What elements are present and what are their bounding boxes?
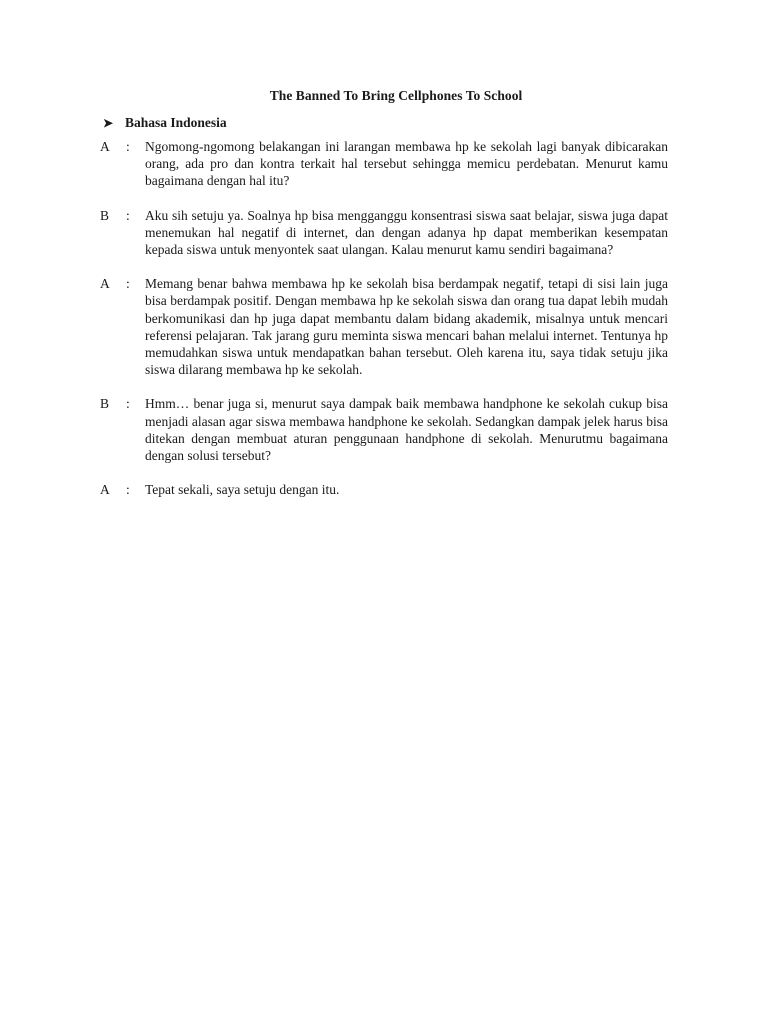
dialogue-line [100, 275, 668, 378]
dialogue-line [100, 138, 668, 190]
dialogue-text: Hmm… benar juga si, menurut saya dampak baik membawa handphone ke sekolah cukup bisa menjadi alasan agar siswa membawa handphone ke sekolah. Sedangkan dampak jelek harus bisa ditekan dengan membuat aturan penggunaan handphone di sekolah. Menurutmu bagaimana dengan solusi tersebut? [145, 396, 668, 464]
section-heading [103, 115, 227, 131]
dialogue-text: Aku sih setuju ya. Soalnya hp bisa mengganggu konsentrasi siswa saat belajar, siswa juga dapat menemukan hal negatif di internet, dan dengan adanya hp dapat memberikan kesempatan kepada siswa untuk menyontek saat ulangan. Kalau menurut kamu sendiri bagaimana? [145, 207, 668, 258]
speaker-colon: : [126, 276, 130, 292]
speaker-label: B [100, 207, 110, 223]
speaker-label: A [100, 276, 110, 292]
speaker-colon: : [126, 396, 130, 412]
document-title: The Banned To Bring Cellphones To School [269, 88, 523, 103]
dialogue-text: Tepat sekali, saya setuju dengan itu. [145, 482, 340, 498]
dialogue-list [100, 138, 668, 515]
dialogue-line [100, 395, 668, 464]
dialogue-text: Ngomong-ngomong belakangan ini larangan membawa hp ke sekolah lagi banyak dibicarakan orang, ada pro dan kontra terkait hal tersebut sehingga memicu perdebatan. Menurut kamu bagaimana dengan hal itu? [145, 139, 668, 189]
arrowhead-bullet-icon: ➤ [103, 115, 114, 130]
speaker-label: A [100, 482, 110, 498]
speaker-colon: : [126, 482, 130, 498]
dialogue-line [100, 207, 668, 259]
dialogue-text: Memang benar bahwa membawa hp ke sekolah bisa berdampak negatif, tetapi di sisi lain juga bisa berdampak positif. Dengan membawa hp ke sekolah siswa dan orang tua dapat lebih mudah berkomunikasi dan hp juga dapat membantu dalam bidang akademik, misalnya untuk mencari referensi pelajaran. Tak jarang guru meminta siswa mencari bahan melalui internet. Tentunya hp memudahkan siswa untuk mendapatkan bahan tersebut. Oleh karena itu, saya tidak setuju jika siswa dilarang membawa hp ke sekolah. [145, 276, 668, 378]
speaker-colon: : [126, 207, 130, 223]
dialogue-line [100, 481, 668, 498]
section-label: Bahasa Indonesia [125, 115, 227, 130]
speaker-colon: : [126, 139, 130, 154]
speaker-label: B [100, 396, 110, 412]
speaker-label: A [100, 139, 110, 154]
